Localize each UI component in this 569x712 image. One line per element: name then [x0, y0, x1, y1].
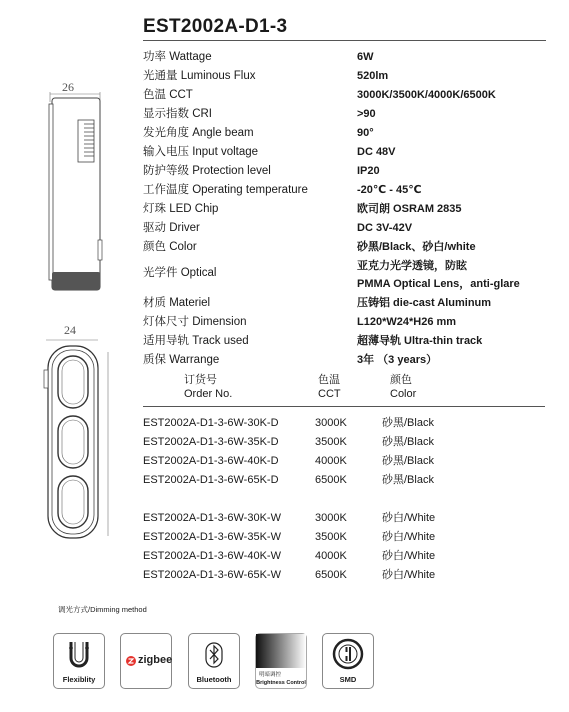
brightness-label-cn: 明暗调控 [259, 672, 282, 678]
dimming-method-title: 调光方式/Dimming method [58, 605, 147, 614]
order-cct: 4000K [315, 455, 347, 467]
spec-label-wattage: 功率 Wattage [143, 51, 212, 63]
spec-value-optical-en: PMMA Optical Lens，anti-glare [357, 278, 520, 290]
order-color: 砂黑/Black [382, 474, 434, 486]
smd-icon [323, 634, 373, 678]
spec-label-warranty: 质保 Warrange [143, 354, 220, 366]
cct-header-en: CCT [318, 388, 341, 400]
spec-value-track: 超薄导轨 Ultra-thin track [357, 335, 483, 347]
zigbee-badge [120, 633, 172, 689]
smd-badge [322, 633, 374, 689]
front-view-drawing [40, 330, 115, 545]
spec-value-warranty: 3年 （3 years） [357, 354, 438, 366]
brightness-gradient-icon [256, 634, 306, 668]
order-number: EST2002A-D1-3-6W-30K-W [143, 512, 281, 524]
spec-value-wattage: 6W [357, 51, 374, 63]
spec-label-track: 适用导轨 Track used [143, 335, 249, 347]
side-view-drawing [40, 80, 110, 300]
spec-value-beam: 90° [357, 127, 374, 139]
bluetooth-badge [188, 633, 240, 689]
spec-label-material: 材质 Materiel [143, 297, 211, 309]
side-width-label: 26 [62, 80, 74, 94]
spec-label-optical: 光学件 Optical [143, 267, 217, 279]
spec-value-flux: 520lm [357, 70, 389, 82]
spec-value-dimension: L120*W24*H26 mm [357, 316, 457, 328]
spec-value-protection: IP20 [357, 165, 380, 177]
order-number: EST2002A-D1-3-6W-40K-D [143, 455, 279, 467]
order-color: 砂黑/Black [382, 436, 434, 448]
order-color: 砂白/White [382, 569, 436, 581]
spec-label-chip: 灯珠 LED Chip [143, 203, 219, 215]
spec-label-voltage: 输入电压 Input voltage [143, 146, 259, 158]
order-number: EST2002A-D1-3-6W-40K-W [143, 550, 281, 562]
spec-label-cct: 色温 CCT [143, 89, 193, 101]
spec-label-driver: 驱动 Driver [143, 222, 200, 234]
order-cct: 3000K [315, 417, 347, 429]
front-width-label: 24 [64, 323, 76, 337]
spec-value-material: 压铸铝 die-cast Aluminum [357, 297, 492, 309]
spec-label-beam: 发光角度 Angle beam [143, 127, 254, 139]
bluetooth-label: Bluetooth [196, 675, 232, 684]
order-color: 砂白/White [382, 550, 436, 562]
color-header-cn: 颜色 [390, 374, 412, 386]
order-cct: 3500K [315, 436, 347, 448]
order-cct: 6500K [315, 569, 347, 581]
order-color: 砂黑/Black [382, 455, 434, 467]
order-number: EST2002A-D1-3-6W-30K-D [143, 417, 279, 429]
spec-value-voltage: DC 48V [357, 146, 396, 158]
spec-label-temperature: 工作温度 Operating temperature [143, 184, 308, 196]
brightness-badge [255, 633, 307, 689]
spec-value-optical: 亚克力光学透镜，防眩 [357, 260, 467, 272]
spec-label-protection: 防护等级 Protection level [143, 165, 271, 177]
cct-header-cn: 色温 [318, 374, 340, 386]
order-color: 砂白/White [382, 531, 436, 543]
spec-value-cct: 3000K/3500K/4000K/6500K [357, 89, 496, 101]
brightness-label: Brightness Control [256, 680, 306, 686]
order-no-header-cn: 订货号 [184, 374, 217, 386]
order-color: 砂白/White [382, 512, 436, 524]
color-header-en: Color [390, 388, 417, 400]
product-title: EST2002A-D1-3 [143, 16, 288, 37]
order-number: EST2002A-D1-3-6W-35K-D [143, 436, 279, 448]
order-number: EST2002A-D1-3-6W-65K-D [143, 474, 279, 486]
zigbee-label: zigbee [138, 654, 173, 666]
order-no-header-en: Order No. [184, 388, 233, 400]
order-color: 砂黑/Black [382, 417, 434, 429]
order-cct: 6500K [315, 474, 347, 486]
flexibility-icon [54, 634, 104, 674]
spec-value-temperature: -20℃ - 45℃ [357, 184, 422, 196]
order-number: EST2002A-D1-3-6W-65K-W [143, 569, 281, 581]
order-cct: 4000K [315, 550, 347, 562]
spec-label-dimension: 灯体尺寸 Dimension [143, 316, 247, 328]
smd-label: SMD [339, 675, 357, 684]
spec-value-chip: 欧司朗 OSRAM 2835 [357, 203, 462, 215]
title-rule [143, 40, 546, 41]
flexibility-badge [53, 633, 105, 689]
order-cct: 3000K [315, 512, 347, 524]
order-number: EST2002A-D1-3-6W-35K-W [143, 531, 281, 543]
spec-label-flux: 光通量 Luminous Flux [143, 70, 256, 82]
spec-value-color: 砂黑/Black、砂白/white [357, 241, 476, 253]
spec-value-driver: DC 3V-42V [357, 222, 413, 234]
order-header-rule [143, 406, 545, 407]
spec-value-cri: >90 [357, 108, 376, 120]
flexibility-label: Flexiblity [62, 675, 96, 684]
order-cct: 3500K [315, 531, 347, 543]
spec-label-cri: 显示指数 CRI [143, 108, 212, 120]
bluetooth-icon [189, 634, 239, 674]
spec-label-color: 颜色 Color [143, 241, 197, 253]
